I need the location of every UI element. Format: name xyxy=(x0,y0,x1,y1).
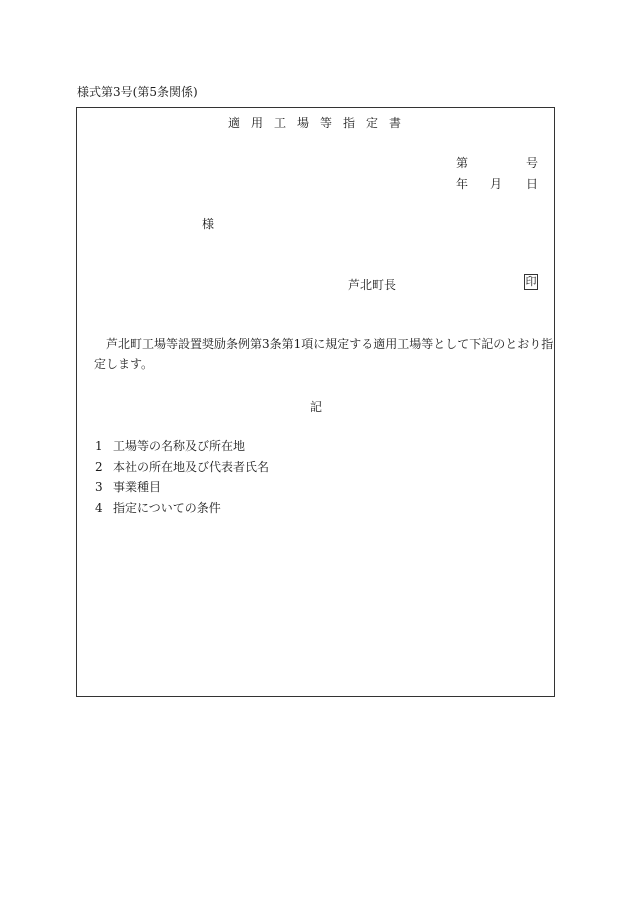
item-number: 4 xyxy=(95,500,103,515)
item-text: 事業種目 xyxy=(113,480,162,494)
ki-heading: 記 xyxy=(310,400,323,414)
date-month-label: 月 xyxy=(490,177,503,191)
item-list xyxy=(95,436,269,518)
addressee-suffix: 様 xyxy=(202,217,215,231)
form-number-label: 様式第3号(第5条関係) xyxy=(77,85,198,99)
item-text: 工場等の名称及び所在地 xyxy=(113,439,246,453)
item-text: 本社の所在地及び代表者氏名 xyxy=(113,459,270,474)
document-number-prefix: 第 xyxy=(456,156,469,170)
list-item xyxy=(95,498,269,519)
body-paragraph: 芦北町工場等設置奨励条例第3条第1項に規定する適用工場等として下記のとおり指定します。 xyxy=(94,337,554,371)
item-number: 3 xyxy=(95,480,103,494)
list-item xyxy=(95,457,269,478)
date-year-label: 年 xyxy=(456,177,469,191)
document-number-suffix: 号 xyxy=(526,156,539,170)
list-item xyxy=(95,477,269,498)
issuer-name: 芦北町長 xyxy=(348,278,397,292)
item-number: 2 xyxy=(95,459,103,474)
list-item xyxy=(95,436,269,457)
date-day-label: 日 xyxy=(526,177,539,191)
item-text: 指定についての条件 xyxy=(113,500,221,515)
item-number: 1 xyxy=(95,439,103,453)
seal-mark: 印 xyxy=(525,275,537,288)
document-title: 適用工場等指定書 xyxy=(228,116,413,130)
